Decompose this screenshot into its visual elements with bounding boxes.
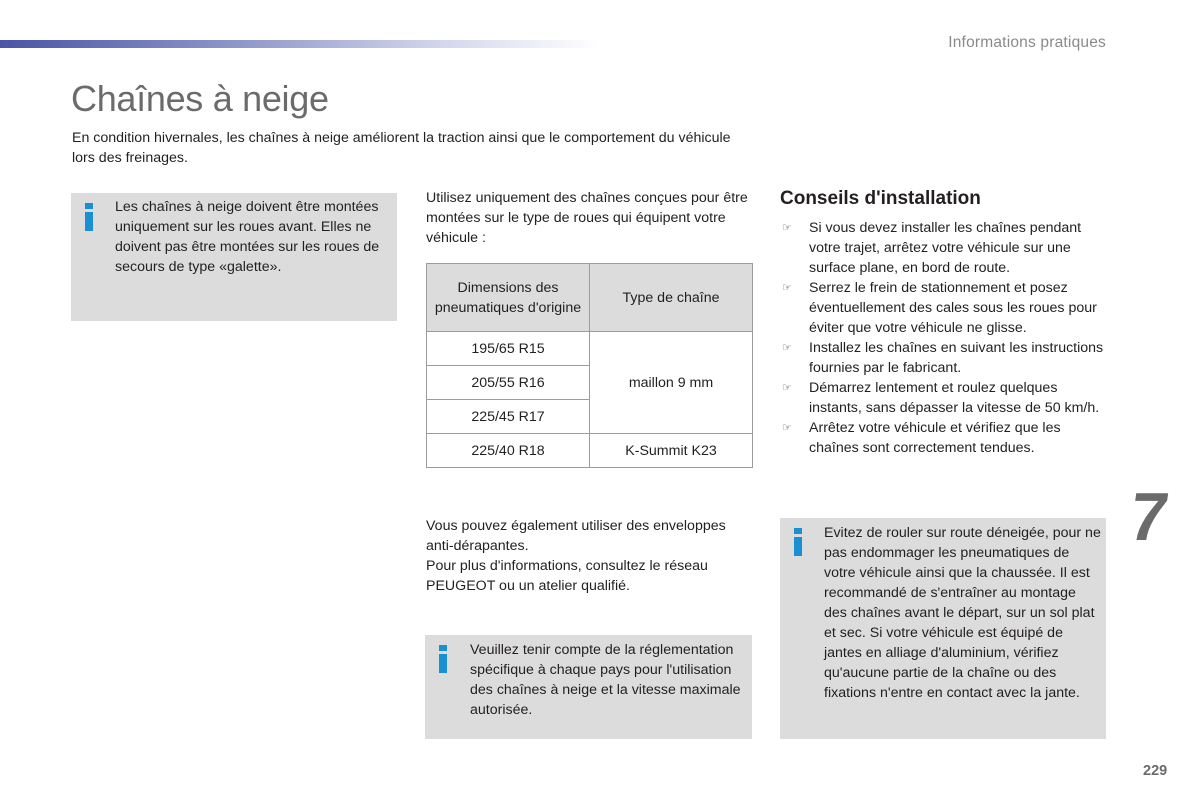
info-box-text: Veuillez tenir compte de la réglementation spécifique à chaque pays pour l'utilisation des chaînes à neige et la vitesse maximale autorisée. — [470, 642, 741, 718]
list-item: ☞ Serrez le frein de stationnement et posez éventuellement des cales sous les roues pour éviter que votre véhicule ne glisse. — [782, 280, 1097, 336]
tyre-size-cell: 195/65 R15 — [427, 332, 590, 366]
more-info-paragraph: Pour plus d'informations, consultez le réseau PEUGEOT ou un atelier qualifié. — [426, 558, 708, 594]
info-box-text: Evitez de rouler sur route déneigée, pour ne pas endommager les pneumatiques de votre véhicule ainsi que la chaussée. Il est recommandé de s'entraîner au montage des chaînes avant le départ, sur un sol plat et sec. Si votre véhicule est équipé de jantes en alliage d'aluminium, vérifiez qu'aucune partie de la chaîne ou des fixations n'entre en contact avec la jante. — [824, 525, 1101, 701]
info-box-text: Les chaînes à neige doivent être montées uniquement sur les roues avant. Elles ne doivent pas être montées sur les roues de secours de type «galette». — [115, 199, 380, 275]
page-title: Chaînes à neige — [71, 78, 329, 119]
installation-heading: Conseils d'installation — [780, 188, 981, 209]
pointing-hand-icon: ☞ — [782, 342, 792, 354]
info-icon — [794, 528, 802, 556]
tyre-size-cell: 205/55 R16 — [427, 366, 590, 400]
section-title: Informations pratiques — [948, 34, 1106, 51]
info-icon — [85, 203, 93, 231]
chapter-number: 7 — [1124, 479, 1174, 555]
info-icon — [439, 645, 447, 673]
table-header-chain-type: Type de chaîne — [590, 264, 753, 332]
info-box-front-wheels — [71, 193, 397, 321]
header-gradient-bar — [0, 40, 600, 48]
table-header-tyre-size: Dimensions des pneumatiques d'origine — [427, 264, 590, 332]
chain-compatibility-table — [426, 263, 753, 468]
table-row — [427, 332, 753, 366]
tyre-size-cell: 225/45 R17 — [427, 400, 590, 434]
installation-list — [780, 218, 1110, 458]
info-box-regulations — [425, 635, 752, 739]
page-number: 229 — [1143, 763, 1168, 779]
pointing-hand-icon: ☞ — [782, 222, 792, 234]
pointing-hand-icon: ☞ — [782, 422, 792, 434]
pointing-hand-icon: ☞ — [782, 282, 792, 294]
list-item: ☞ Arrêtez votre véhicule et vérifiez que les chaînes sont correctement tendues. — [782, 420, 1061, 456]
info-box-snow-roads — [780, 518, 1106, 739]
tyre-size-cell: 225/40 R18 — [427, 434, 590, 468]
chain-usage-paragraph: Utilisez uniquement des chaînes conçues pour être montées sur le type de roues qui équipent votre véhicule : — [426, 190, 748, 246]
list-item: ☞ Si vous devez installer les chaînes pendant votre trajet, arrêtez votre véhicule sur une surface plane, en bord de route. — [782, 220, 1082, 276]
chain-type-cell: maillon 9 mm — [590, 332, 753, 434]
table-row — [427, 434, 753, 468]
alt-tyres-paragraph: Vous pouvez également utiliser des enveloppes anti-dérapantes. — [426, 518, 726, 554]
list-item: ☞ Installez les chaînes en suivant les instructions fournies par le fabricant. — [782, 340, 1104, 376]
intro-paragraph: En condition hivernales, les chaînes à neige améliorent la traction ainsi que le comportement du véhicule lors des freinages. — [72, 130, 731, 166]
chain-type-cell: K-Summit K23 — [590, 434, 753, 468]
pointing-hand-icon: ☞ — [782, 382, 792, 394]
list-item: ☞ Démarrez lentement et roulez quelques instants, sans dépasser la vitesse de 50 km/h. — [782, 380, 1100, 416]
